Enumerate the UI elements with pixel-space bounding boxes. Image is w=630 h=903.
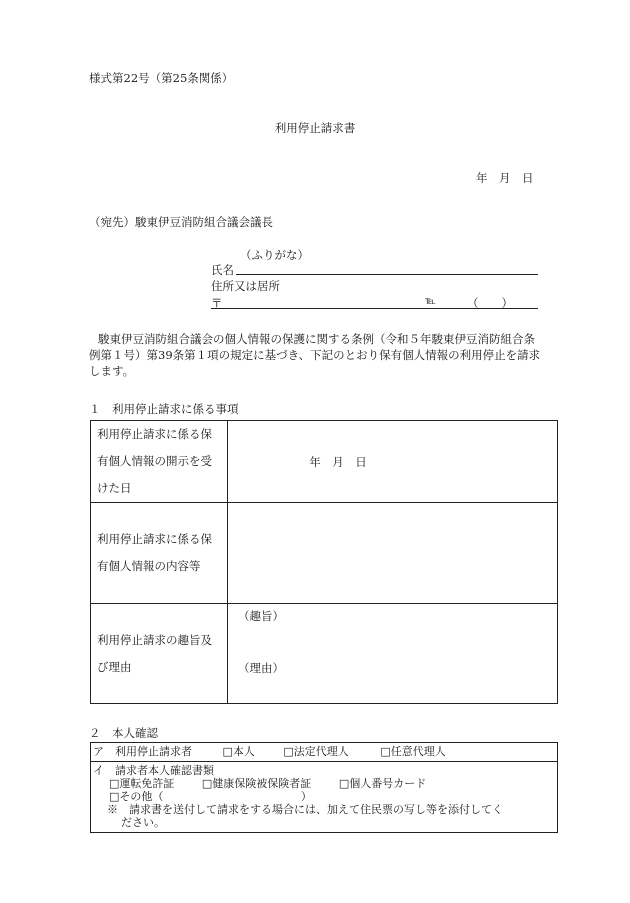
reason-label: （理由） xyxy=(238,661,284,675)
table-row xyxy=(91,503,558,604)
table-row xyxy=(91,604,558,704)
name-label: 氏名 xyxy=(211,263,234,277)
other-close-paren: ） xyxy=(300,790,312,803)
address-underline[interactable] xyxy=(211,308,538,309)
row-label xyxy=(91,421,228,503)
label-line: 利用停止請求に係る保 xyxy=(97,427,212,441)
checkbox-other[interactable]: □その他（ xyxy=(109,790,164,803)
label-line: 利用停止請求の趣旨及 xyxy=(97,632,212,647)
table-row xyxy=(91,743,558,762)
attachment-note: ※ 請求書を送付して請求をする場合には、加えて住民票の写し等を添付してく xyxy=(107,803,503,816)
identity-table xyxy=(90,742,558,833)
form-number: 様式第22号（第25条関係） xyxy=(89,71,234,85)
table-row xyxy=(91,762,558,833)
name-underline[interactable] xyxy=(236,274,538,275)
checkbox-self[interactable]: □本人 xyxy=(222,745,255,758)
requester-type-row xyxy=(91,743,558,762)
address-label: 住所又は居所 xyxy=(211,279,280,293)
furigana-label: （ふりがな） xyxy=(240,248,309,262)
body-line: します。 xyxy=(89,364,135,378)
table-row xyxy=(91,421,558,503)
purpose-label: （趣旨） xyxy=(238,609,284,623)
label-line: 有個人情報の開示を受 xyxy=(97,454,212,468)
document-title: 利用停止請求書 xyxy=(274,121,356,135)
section2-heading: ２ 本人確認 xyxy=(89,726,158,740)
id-documents-label: イ 請求者本人確認書類 xyxy=(93,764,214,777)
tel-paren: （ ） xyxy=(467,296,513,310)
label-line: び理由 xyxy=(97,659,132,674)
checkbox-voluntary-agent[interactable]: □任意代理人 xyxy=(380,745,446,758)
checkbox-health-insurance[interactable]: □健康保険被保険者証 xyxy=(201,777,312,790)
requester-type-label: ア 利用停止請求者 xyxy=(93,745,192,758)
date-line: 年 月 日 xyxy=(476,171,534,185)
label-line: けた日 xyxy=(97,481,132,495)
postal-mark: 〒 xyxy=(211,296,223,310)
label-line: 有個人情報の内容等 xyxy=(97,559,201,573)
row-label xyxy=(91,503,228,604)
label-line: 利用停止請求に係る保 xyxy=(97,532,212,546)
id-documents-other xyxy=(93,790,555,803)
purpose-reason-cell[interactable] xyxy=(228,604,558,704)
id-documents-row xyxy=(91,762,558,833)
body-line: 例第１号）第39条第１項の規定に基づき、下記のとおり保有個人情報の利用停止を請求 xyxy=(89,348,541,362)
info-content-cell[interactable] xyxy=(228,503,558,604)
checkbox-my-number-card[interactable]: □個人番号カード xyxy=(338,777,427,790)
checkbox-legal-agent[interactable]: □法定代理人 xyxy=(283,745,349,758)
disclosure-date-value: 年 月 日 xyxy=(309,454,367,469)
tel-label: ℡ xyxy=(425,296,436,307)
attachment-note: ださい。 xyxy=(121,816,165,829)
body-line: 駿東伊豆消防組合議会の個人情報の保護に関する条例（令和５年駿東伊豆消防組合条 xyxy=(98,332,535,346)
addressee: （宛先）駿東伊豆消防組合議会議長 xyxy=(89,215,273,229)
row-label xyxy=(91,604,228,704)
checkbox-drivers-license[interactable]: □運転免許証 xyxy=(109,777,175,790)
disclosure-date-cell[interactable] xyxy=(228,421,558,503)
id-documents-options xyxy=(93,777,555,790)
request-table xyxy=(90,420,558,704)
section1-heading: １ 利用停止請求に係る事項 xyxy=(89,402,239,416)
